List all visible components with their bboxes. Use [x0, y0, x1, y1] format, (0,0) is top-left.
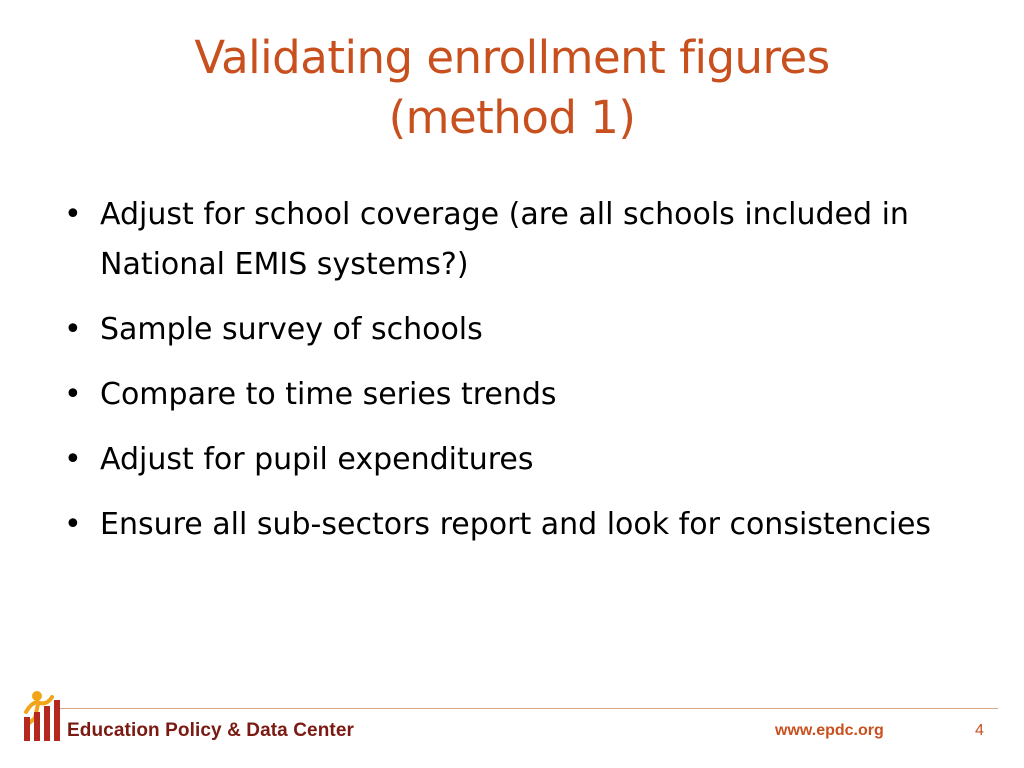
- bullet-text: Adjust for school coverage (are all schools included in National EMIS systems?): [100, 197, 909, 282]
- bullet-text: Ensure all sub-sectors report and look for consistencies: [100, 507, 932, 542]
- bullet-text: Sample survey of schools: [100, 312, 483, 347]
- bar-chart-person-logo-icon: [16, 688, 62, 744]
- bullet-item: [62, 370, 962, 420]
- bullet-marker: •: [64, 197, 82, 232]
- website-link[interactable]: www.epdc.org: [775, 722, 884, 739]
- bullet-marker: •: [64, 507, 82, 542]
- bullet-text: Adjust for pupil expenditures: [100, 442, 534, 477]
- bullet-item: [62, 190, 962, 290]
- slide-number: 4: [975, 722, 984, 739]
- organization-name: Education Policy & Data Center: [67, 720, 355, 741]
- slide-title-line-1: Validating enrollment figures: [194, 31, 830, 84]
- bullet-item: [62, 435, 962, 485]
- bullet-marker: •: [64, 312, 82, 347]
- slide-title: [60, 28, 964, 148]
- slide-title-line-2: (method 1): [388, 91, 636, 144]
- bullet-marker: •: [64, 442, 82, 477]
- bullet-marker: •: [64, 377, 82, 412]
- footer-divider: [60, 708, 998, 709]
- bullet-item: [62, 305, 962, 355]
- bullet-item: [62, 500, 962, 550]
- bullet-text: Compare to time series trends: [100, 377, 557, 412]
- bullet-list: [62, 190, 962, 565]
